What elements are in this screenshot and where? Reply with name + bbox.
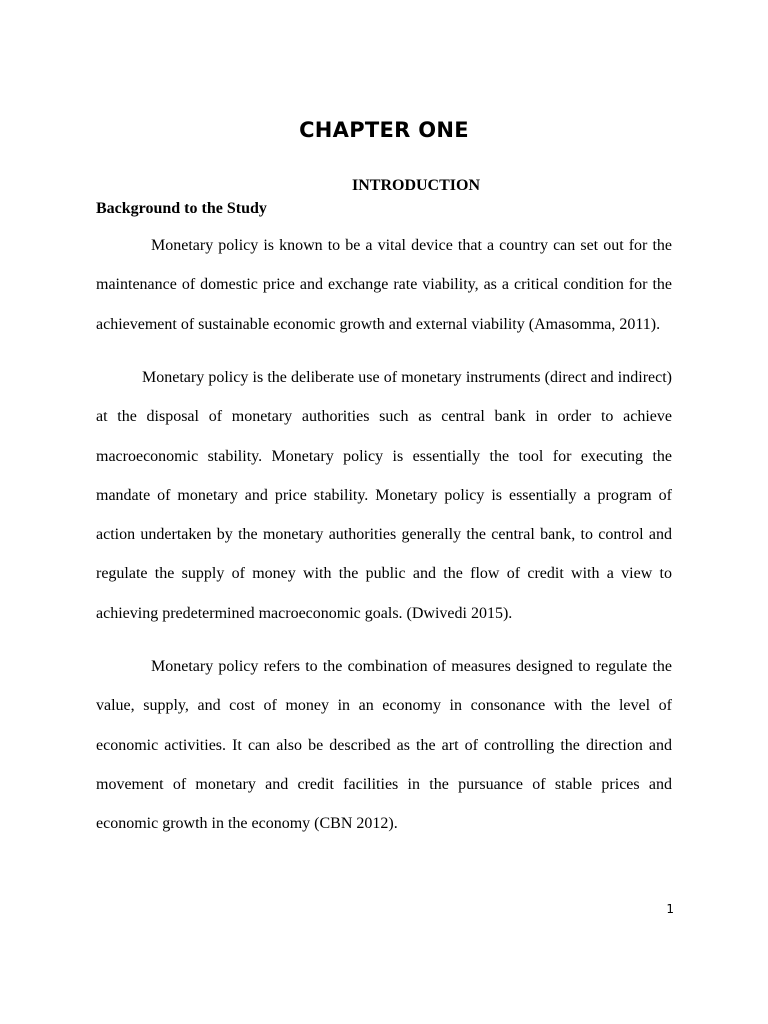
subsection-title: Background to the Study — [96, 200, 267, 217]
chapter-title: CHAPTER ONE — [299, 118, 469, 142]
body-paragraph-3: Monetary policy refers to the combination of measures designed to regulate the value, supply, and cost of money in an economy in consonance with the level of economic activities. It can also be described as the art of controlling the direction and movement of monetary and credit facilities in the pursuance of stable prices and economic growth in the economy (CBN 2012). — [96, 658, 672, 833]
page-number: 1 — [666, 902, 674, 916]
body-paragraph-1: Monetary policy is known to be a vital device that a country can set out for the maintenance of domestic price and exchange rate viability, as a critical condition for the achievement of sustainable economic growth and external viability (Amasomma, 2011). — [96, 237, 672, 333]
section-title: INTRODUCTION — [351, 177, 480, 194]
body-paragraph-2: Monetary policy is the deliberate use of monetary instruments (direct and indirect) at the disposal of monetary authorities such as central bank in order to achieve macroeconomic stability. Monetary policy is essentially the tool for executing the mandate of monetary and price stability. Monetary policy is essentially a program of action undertaken by the monetary authorities generally the central bank, to control and regulate the supply of money with the public and the flow of credit with a view to achieving predetermined macroeconomic goals. (Dwivedi 2015). — [96, 369, 672, 622]
